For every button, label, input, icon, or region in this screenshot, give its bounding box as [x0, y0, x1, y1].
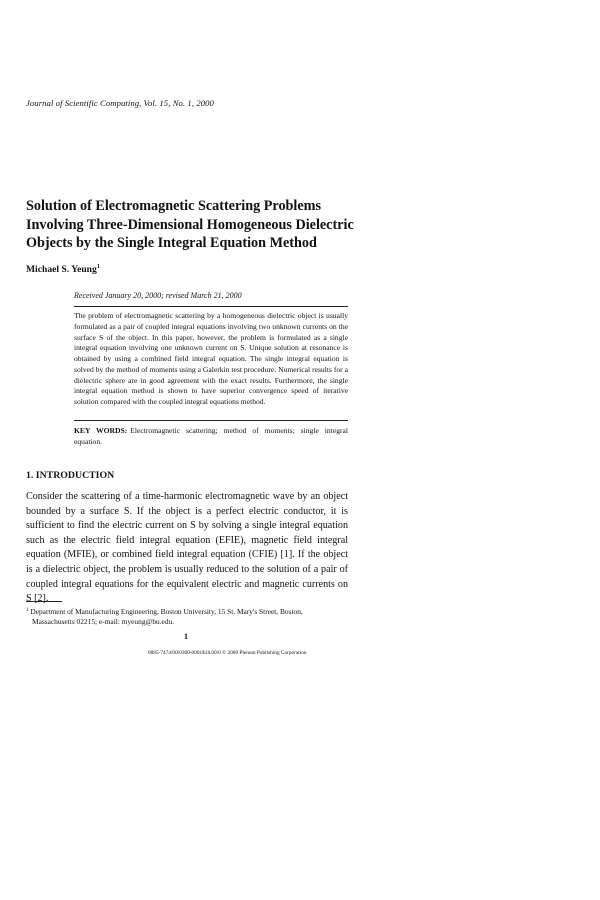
abstract-top-rule — [74, 306, 348, 307]
footnote-mark: 1 — [26, 608, 29, 613]
section-heading: 1. INTRODUCTION — [26, 470, 115, 481]
journal-citation: Journal of Scientific Computing, Vol. 15, No. 1, 2000 — [26, 98, 214, 108]
author-line — [26, 264, 100, 275]
footnote — [26, 606, 351, 627]
keywords-label: KEY WORDS: — [74, 426, 128, 435]
received-dates: Received January 20, 2000; revised March 21, 2000 — [74, 291, 242, 300]
keywords-text: Electromagnetic scattering; method of moments; single integral equation. — [74, 426, 349, 446]
footnote-text-line2: Massachusetts 02215; e-mail: myeung@bu.edu. — [32, 617, 175, 626]
page-number: 1 — [184, 632, 188, 641]
footnote-text-line1: Department of Manufacturing Engineering, Boston University, 15 St. Mary's Street, Boston, — [30, 607, 303, 616]
abstract: The problem of electromagnetic scattering by a homogeneous dielectric object is usually formulated as a pair of coupled integral equations involving two unknown currents on the surface S of the object. In this paper, however, the problem is formulated as a single integral equation involving one unknown current on S. Unique solution at resonance is obtained by using a combined field integral equation. The single integral equation is solved by the method of moments using a Galerkin test procedure. Numerical results for a dielectric sphere are in good agreement with the exact results. Furthermore, the single integral equation method is shown to have superior convergence speed of iterative solution compared with the coupled integral equations method. — [74, 311, 348, 406]
introduction-paragraph: Consider the scattering of a time-harmonic electromagnetic wave by an object bounded by a surface S. If the object is a perfect electric conductor, it is sufficient to find the electric current on S by solving a single integral equation such as the electric field integral equation (EFIE), magnetic field integral equation (MFIE), or combined field integral equation (CFIE) [1]. If the object is a dielectric object, the problem is usually reduced to the solution of a pair of coupled integral equations for the equivalent electric and magnetic currents on S [2]. — [26, 491, 348, 605]
keywords — [74, 426, 348, 448]
author-footnote-mark: 1 — [96, 264, 100, 270]
author-name: Michael S. Yeung — [26, 264, 97, 275]
footnote-rule — [26, 601, 62, 602]
copyright-line: 0885-7474/00/0300-0001$18.00/0 © 2000 Plenum Publishing Corporation — [148, 650, 307, 656]
article-title: Solution of Electromagnetic Scattering Problems Involving Three-Dimensional Homogeneous Dielectric Objects by the Single Integral Equation Method — [26, 198, 354, 251]
abstract-bottom-rule — [74, 420, 348, 421]
